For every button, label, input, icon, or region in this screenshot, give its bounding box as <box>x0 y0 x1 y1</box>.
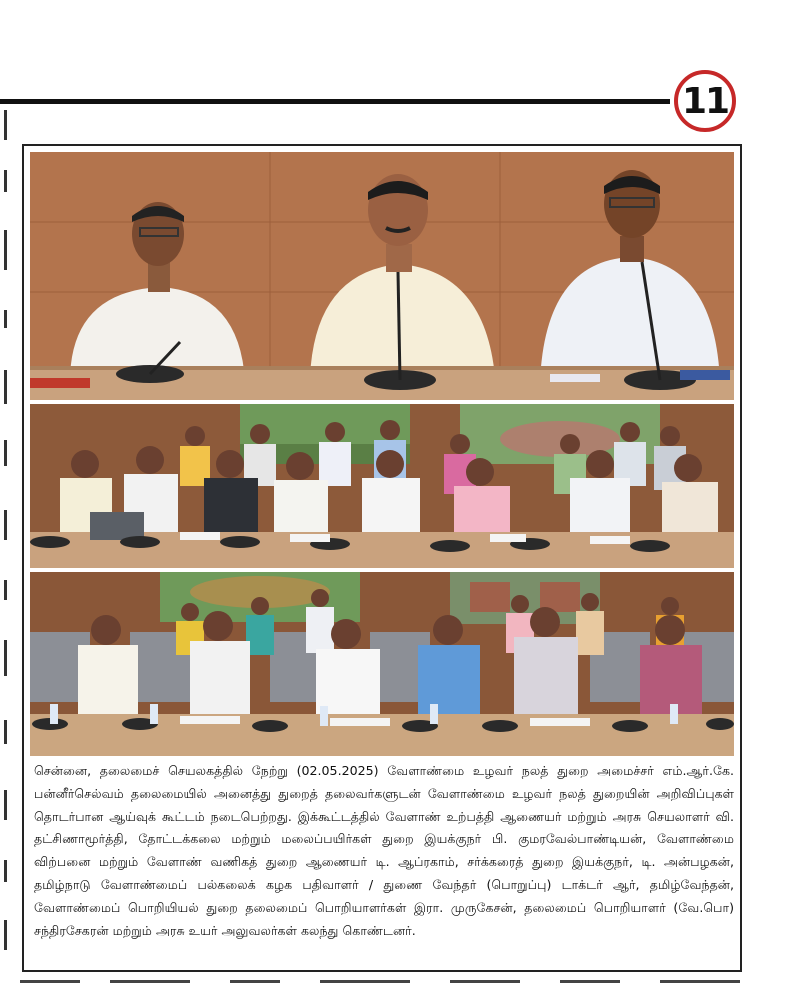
bottom-photo-meeting-attendees <box>30 572 734 756</box>
adjacent-column-edge <box>0 110 14 984</box>
photo-caption: சென்னை, தலைமைச் செயலகத்தில் நேற்று (02.05.2025) வேளாண்மை உழவர் நலத் துறை அமைச்சர் எம்.ஆர்.கே. பன்னீர்செல்வம் தலைமையில் அனைத்து துறைத் தலைவர்களுடன் வேளாண்மை உழவர் நலத் துறையின் அறிவிப்புகள் தொடர்பான ஆய்வுக் கூட்டம் நடைபெற்றது. இக்கூட்டத்தில் வேளாண் உற்பத்தி ஆணையர் மற்றும் அரசு செயலாளர் வி. தட்சிணாமூர்த்தி, தோட்டக்கலை மற்றும் மலைப்பயிர்கள் துறை இயக்குநர் பி. குமரவேல்பாண்டியன், வேளாண்மை விற்பனை மற்றும் வேளாண் வணிகத் துறை ஆணையர் டி. ஆப்ரகாம், சர்க்கரைத் துறை இயக்குநர், டி. அன்பழகன், தமிழ்நாடு வேளாண்மைப் பல்கலைக் கழக பதிவாளர் / துணை வேந்தர் (பொறுப்பு) டாக்டர் ஆர், தமிழ்வேந்தன், வேளாண்மைப் பொறியியல் துறை தலைமைப் பொறியாளர்கள் இரா. முருகேசன், தலைமைப் பொறியாளர் (வே.பொ) சந்திரசேகரன் மற்றும் அரசு உயர் அலுவலர்கள் கலந்து கொண்டனர். <box>34 763 734 938</box>
photo-news-box <box>22 144 742 972</box>
page-number-badge <box>674 70 736 132</box>
top-photo-three-officials <box>30 152 734 400</box>
header-rule <box>0 99 670 104</box>
middle-photo-meeting-attendees <box>30 404 734 568</box>
page-number: 11 <box>681 80 729 122</box>
next-article-edge <box>0 974 800 984</box>
